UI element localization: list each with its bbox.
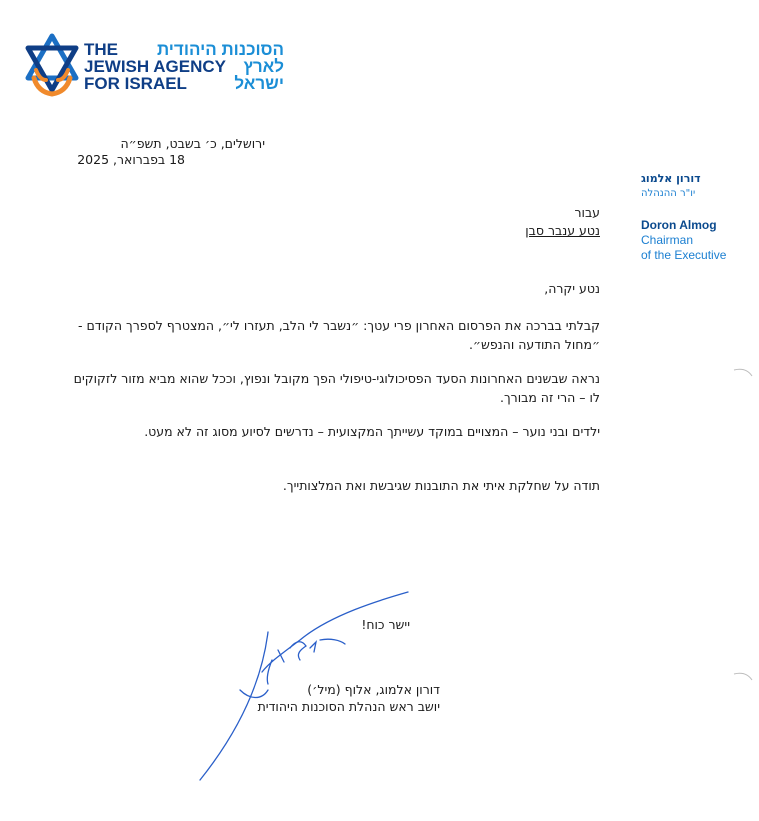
scan-mark-1 xyxy=(732,364,756,384)
to-label: עבור xyxy=(574,205,600,220)
logo-en-line-2: JEWISH AGENCY xyxy=(84,57,227,76)
greeting: נטע יקרה, xyxy=(544,281,600,296)
sidebar-he-title: יו"ר ההנהלה xyxy=(641,188,696,199)
paragraph-2: נראה שבשנים האחרונות הסעד הפסיכולוגי-טיפולי הפך מקובל ונפוץ, וככל שהוא מביא מזור לזקוקים לו – הרי זה מבורך. xyxy=(73,371,600,405)
sidebar-he-name: דורון אלמוג xyxy=(641,172,701,185)
paragraph-4: תודה על שחלקת איתי את התובנות שגיבשת ואת המלצותייך. xyxy=(282,478,600,493)
logo-en-line-1: THE xyxy=(84,40,118,59)
paragraph-1: קבלתי בברכה את הפרסום האחרון פרי עטך: ״נשבר לי הלב, תעזרו לי״, המצטרף לספרך הקודם - ״מחול התודעה והנפש״. xyxy=(78,318,600,352)
date-gregorian: 18 בפברואר, 2025 xyxy=(77,152,185,167)
closing-line: יישר כוח! xyxy=(361,617,410,632)
sidebar-en-title-2: of the Executive xyxy=(641,248,727,262)
date-hebrew: ירושלים, כ׳ בשבט, תשפ״ה xyxy=(120,136,265,151)
sidebar-en-title-1: Chairman xyxy=(641,233,694,247)
logo-he-line-3: ישראל xyxy=(234,74,284,93)
star-of-david-hands-icon xyxy=(22,32,82,98)
jewish-agency-logo xyxy=(22,32,282,98)
paragraph-3: ילדים ובני נוער – המצויים במוקד עשייתך המקצועית – נדרשים לסיוע מסוג זה לא מעט. xyxy=(144,424,600,439)
signer-title: יושב ראש הנהלת הסוכנות היהודית xyxy=(257,699,440,714)
sidebar-en-name: Doron Almog xyxy=(641,218,717,232)
recipient-name: נטע ענבר סבן xyxy=(525,223,600,238)
chairman-sidebar xyxy=(641,172,751,263)
signer-name: דורון אלמוג, אלוף (מיל׳) xyxy=(307,682,440,697)
logo-en-line-3: FOR ISRAEL xyxy=(84,74,187,93)
scan-mark-2 xyxy=(732,668,756,688)
logo-he-line-2: לארץ xyxy=(243,57,284,76)
logo-he-line-1: הסוכנות היהודית xyxy=(156,40,284,59)
